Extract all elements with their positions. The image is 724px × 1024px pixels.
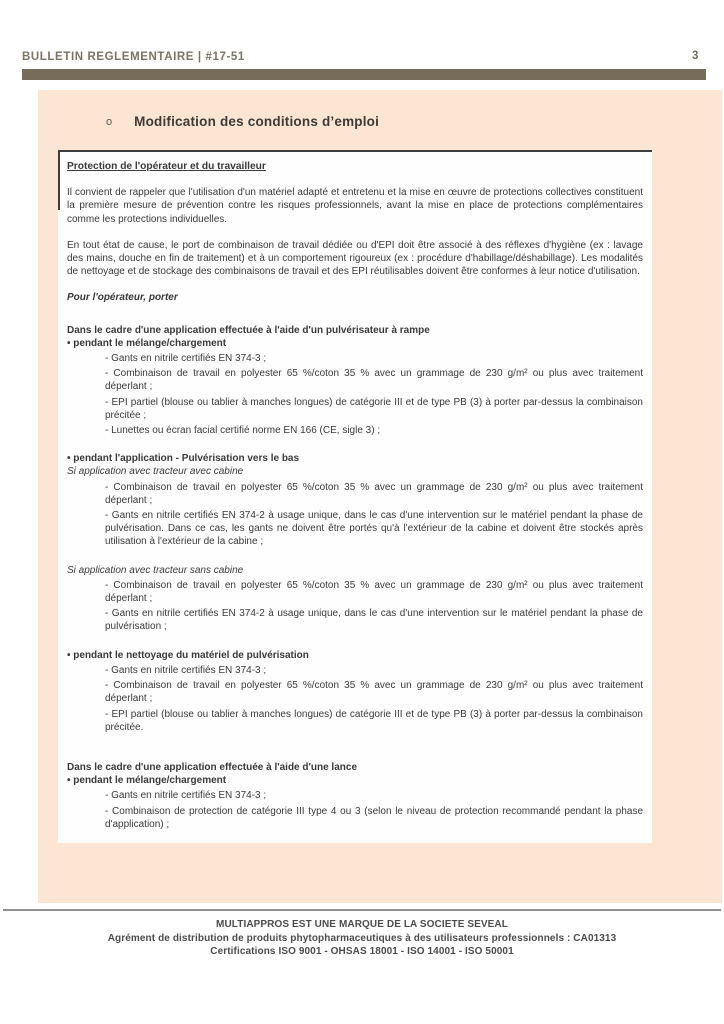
spacer xyxy=(67,439,643,452)
header-accent-bar xyxy=(22,69,706,80)
dash-item: - Gants en nitrile certifiés EN 374-2 à usage unique, dans le cas d'une intervention sur le matériel pendant la phase de pulvérisation. Dans ce cas, les gants ne doivent être portés qu'à l'extérieur de la cabine et doivent être stockés après utilisation à l'extérieur de la cabine ; xyxy=(105,510,643,548)
dash-item: - Gants en nitrile certifiés EN 374-3 ; xyxy=(105,353,267,365)
footer-certifications-line: Certifications ISO 9001 - OHSAS 18001 - ISO 14001 - ISO 50001 xyxy=(210,946,514,958)
content-box xyxy=(58,150,652,843)
dash-item: - Lunettes ou écran facial certifié norme EN 166 (CE, sigle 3) ; xyxy=(105,425,381,437)
content-panel xyxy=(38,90,722,903)
condition-item: Si application avec tracteur sans cabine xyxy=(67,564,244,576)
subheading-lance: Dans le cadre d'une application effectuée à l'aide d'une lance xyxy=(67,761,357,773)
bulletin-header-title: BULLETIN REGLEMENTAIRE | #17-51 xyxy=(22,51,245,63)
dash-item: - Gants en nitrile certifiés EN 374-3 ; xyxy=(105,790,267,802)
subheading-rampe: Dans le cadre d'une application effectuée à l'aide d'un pulvérisateur à rampe xyxy=(67,324,430,336)
bullet-item: • pendant le nettoyage du matériel de pulvérisation xyxy=(67,649,309,661)
dash-item: - Gants en nitrile certifiés EN 374-3 ; xyxy=(105,664,267,676)
dash-item: - Gants en nitrile certifiés EN 374-2 à usage unique, dans le cas d'une intervention sur le matériel pendant la phase de pulvérisation ; xyxy=(105,608,643,633)
dash-item: - Combinaison de travail en polyester 65 %/coton 35 % avec un grammage de 230 g/m² ou plus avec traitement déperlant ; xyxy=(105,481,643,506)
bullet-item: • pendant l'application - Pulvérisation vers le bas xyxy=(67,453,300,465)
footer-agrement-line: Agrément de distribution de produits phytopharmaceutiques à des utilisateurs professionnels : CA01313 xyxy=(107,932,617,944)
footer-divider xyxy=(3,909,721,911)
bullet-item: • pendant le mélange/chargement xyxy=(67,337,227,349)
footer xyxy=(0,918,724,959)
page-number: 3 xyxy=(692,50,699,62)
dash-item: - Combinaison de travail en polyester 65 %/coton 35 % avec un grammage de 230 g/m² ou plus avec traitement déperlant ; xyxy=(105,579,643,605)
section-heading xyxy=(106,114,379,129)
dash-item: - Combinaison de travail en polyester 65 %/coton 35 % avec un grammage de 230 g/m² ou plus avec traitement déperlant ; xyxy=(105,368,643,393)
footer-brand-line: MULTIAPPROS EST UNE MARQUE DE LA SOCIETE SEVEAL xyxy=(216,919,508,930)
spacer xyxy=(67,551,643,564)
condition-item: Si application avec tracteur avec cabine xyxy=(67,466,244,478)
circle-bullet-icon: o xyxy=(106,116,113,128)
dash-item: - EPI partiel (blouse ou tablier à manches longues) de catégorie III et de type PB (3) à porter par-dessus la combinaison précitée. xyxy=(105,708,643,733)
dash-item: - EPI partiel (blouse ou tablier à manches longues) de catégorie III et de type PB (3) à porter par-dessus la combinaison précitée ; xyxy=(105,396,643,421)
doc-title: Protection de l'opérateur et du travailleur xyxy=(67,161,266,172)
paragraph: En tout état de cause, le port de combinaison de travail dédiée ou d'EPI doit être associé à des réflexes d'hygiène (ex : lavage des mains, douche en fin de traitement) et à un comportement rigoureux (ex : procédure d'habillage/déshabillage). Les modalités de nettoyage et de stockage des combinaisons de travail et des EPI réutilisables doivent être conformes à leur notice d'utilisation. xyxy=(67,239,643,278)
subheading-operator: Pour l'opérateur, porter xyxy=(67,292,178,304)
spacer xyxy=(67,636,643,649)
dash-item: - Combinaison de protection de catégorie III type 4 ou 3 (selon le niveau de protection recommandé pendant la phase d'application) ; xyxy=(105,805,643,830)
paragraph: Il convient de rappeler que l'utilisation d'un matériel adapté et entretenu et la mise en œuvre de protections collectives constituent la première mesure de prévention contre les risques professionnels, avant la mise en place de protections complémentaires comme les protections individuelles. xyxy=(67,187,643,225)
dash-item: - Combinaison de travail en polyester 65 %/coton 35 % avec un grammage de 230 g/m² ou plus avec traitement déperlant ; xyxy=(105,680,643,705)
bullet-item: • pendant le mélange/chargement xyxy=(67,775,227,787)
section-heading-title: Modification des conditions d’emploi xyxy=(134,114,380,129)
spacer xyxy=(67,736,643,749)
